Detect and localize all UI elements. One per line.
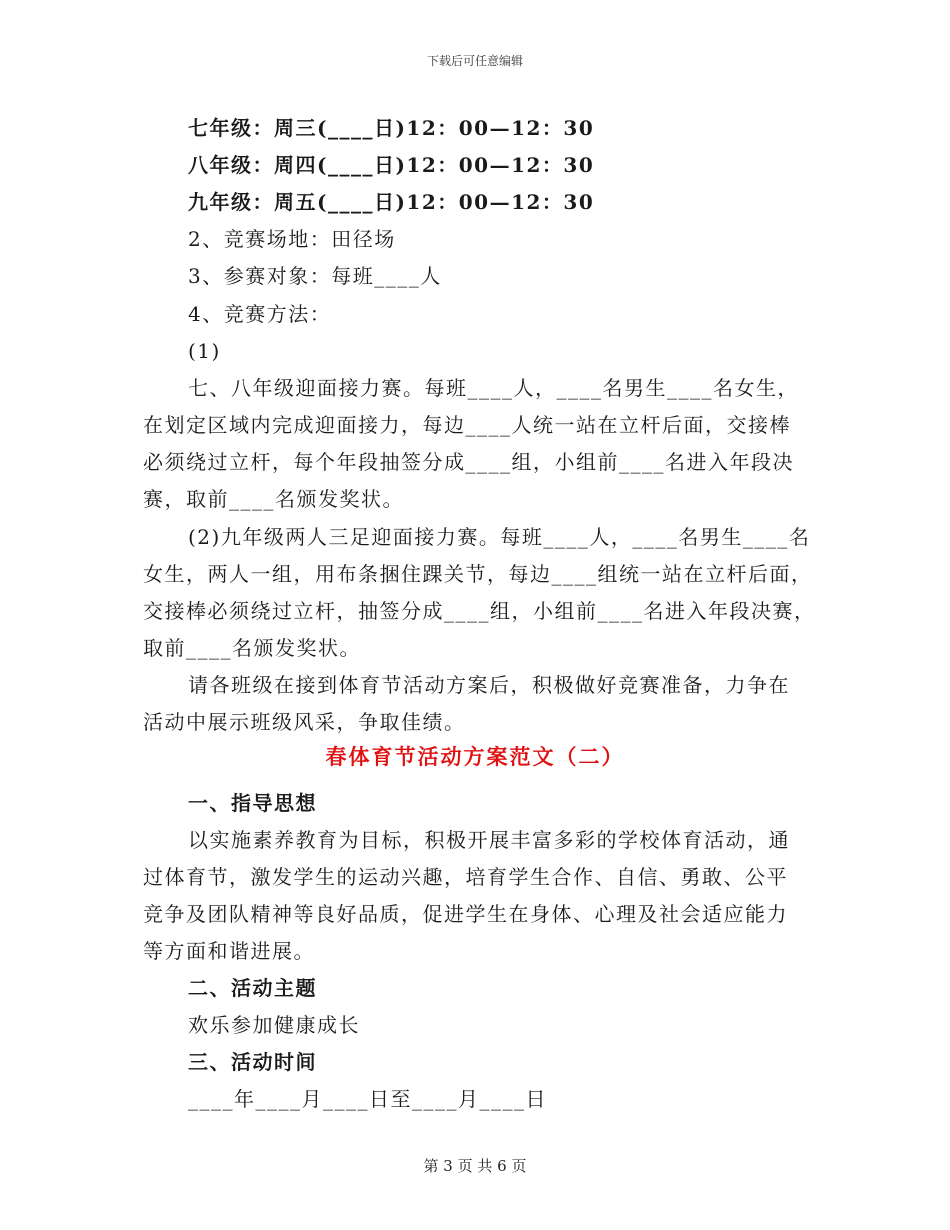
text-line: 竞争及团队精神等良好品质，促进学生在身体、心理及社会适应能力: [143, 902, 788, 926]
page-footer: 第 3 页 共 6 页: [423, 1157, 527, 1175]
text-line: 过体育节，激发学生的运动兴趣，培育学生合作、自信、勇敢、公平: [143, 865, 788, 889]
text-line: 七年级：周三(____日)12：00—12：30: [188, 116, 595, 140]
text-line: 在划定区域内完成迎面接力，每边____人统一站在立杆后面，交接棒: [143, 413, 791, 437]
text-line: 三、活动时间: [188, 1050, 317, 1074]
text-line: 以实施素养教育为目标，积极开展丰富多彩的学校体育活动，通: [188, 828, 790, 852]
text-line: 七、八年级迎面接力赛。每班____人，____名男生____名女生，: [188, 376, 799, 400]
text-line: 4、竞赛方法：: [188, 302, 332, 326]
page-header: 下载后可任意编辑: [426, 54, 523, 68]
text-line: 活动中展示班级风采，争取佳绩。: [143, 710, 466, 734]
text-line: 一、指导思想: [188, 791, 317, 815]
text-line: 赛，取前____名颁发奖状。: [143, 487, 404, 511]
section-title: 春体育节活动方案范文（二）: [325, 745, 625, 769]
text-line: 欢乐参加健康成长: [188, 1013, 360, 1037]
text-line: 交接棒必须绕过立杆，抽签分成____组，小组前____名进入年段决赛，: [143, 599, 816, 623]
text-line: 等方面和谐进展。: [143, 939, 315, 963]
text-line: (2)九年级两人三足迎面接力赛。每班____人，____名男生____名: [188, 525, 811, 549]
text-line: 取前____名颁发奖状。: [143, 636, 361, 660]
text-line: 请各班级在接到体育节活动方案后，积极做好竞赛准备，力争在: [188, 673, 790, 697]
text-line: 女生，两人一组，用布条捆住踝关节，每边____组统一站在立杆后面，: [143, 562, 813, 586]
text-line: 3、参赛对象：每班____人: [188, 264, 442, 288]
text-line: 2、竞赛场地：田径场: [188, 227, 396, 251]
text-line: 二、活动主题: [188, 976, 317, 1000]
text-line: ____年____月____日至____月____日: [188, 1087, 547, 1111]
text-line: 九年级：周五(____日)12：00—12：30: [188, 190, 595, 214]
text-line: (1): [188, 339, 221, 363]
text-line: 必须绕过立杆，每个年段抽签分成____组，小组前____名进入年段决: [143, 450, 794, 474]
text-line: 八年级：周四(____日)12：00—12：30: [188, 153, 595, 177]
